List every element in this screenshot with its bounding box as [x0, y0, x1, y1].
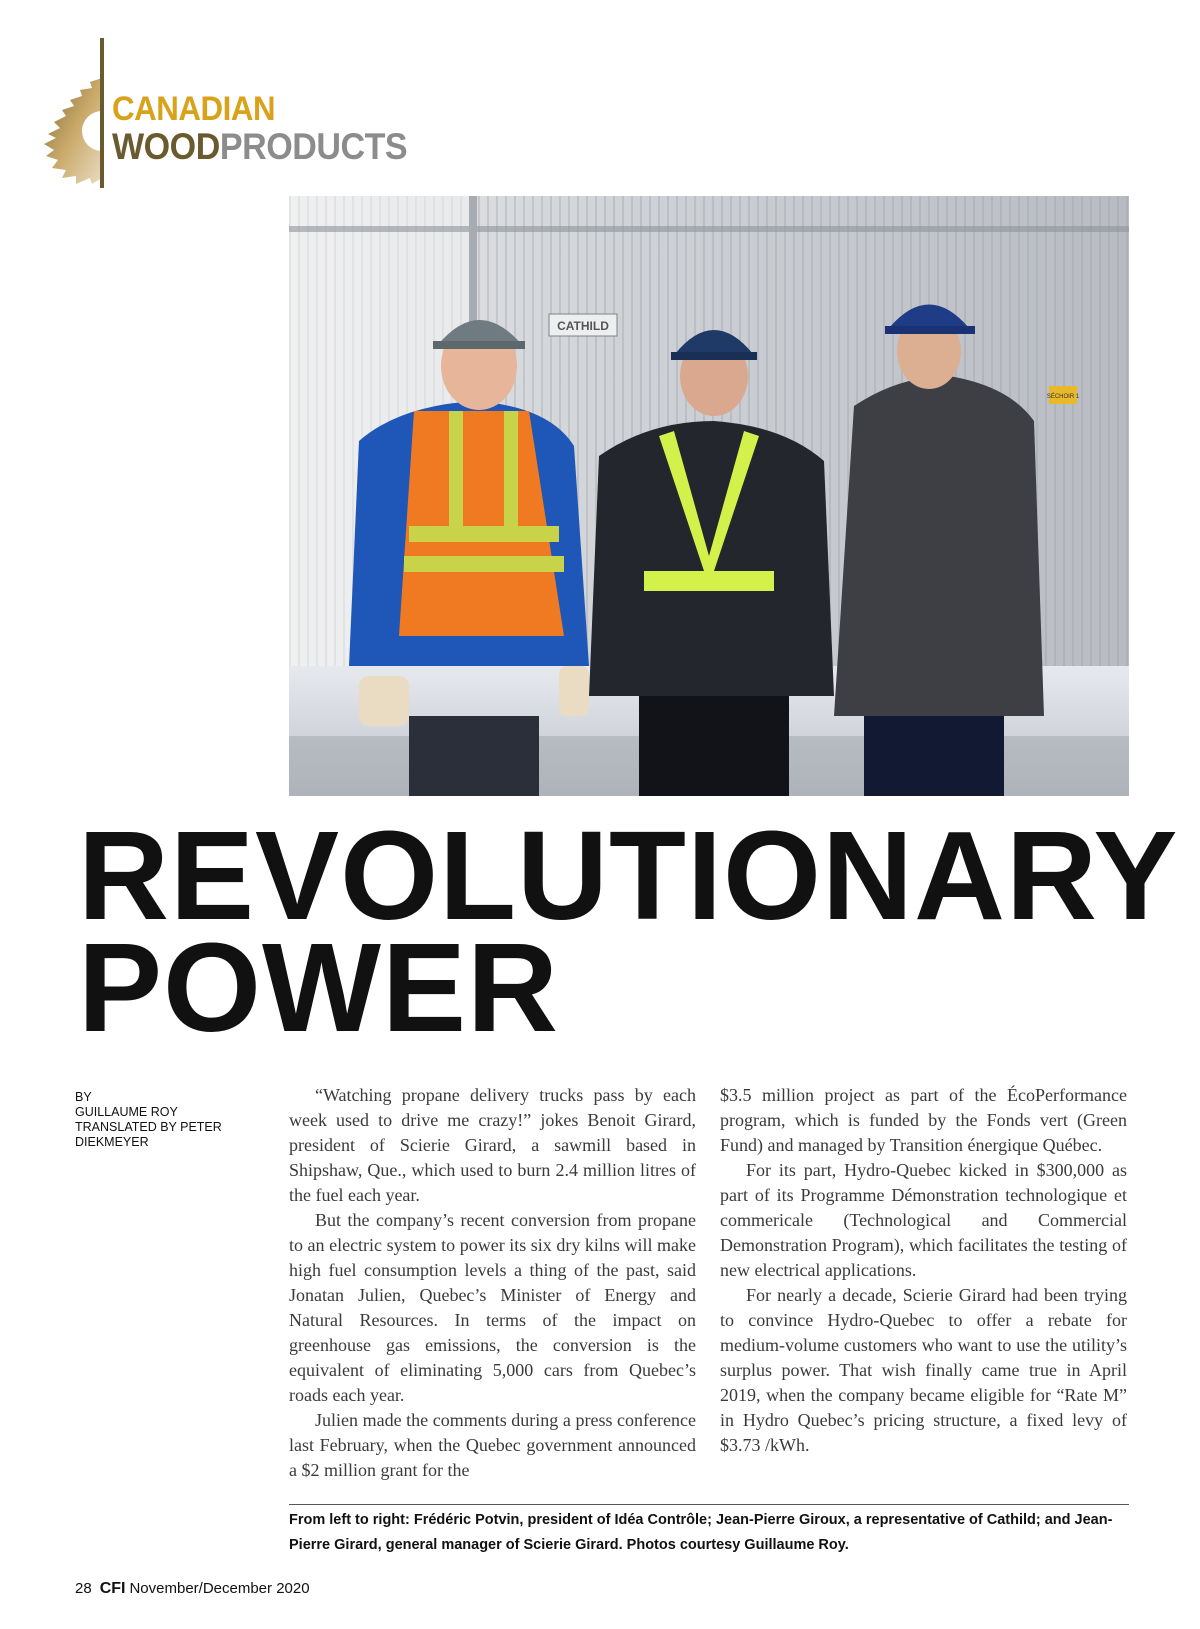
magazine-name: CFI [99, 1580, 126, 1597]
body-column-1 [289, 1083, 696, 1483]
body-column-2 [720, 1083, 1127, 1458]
caption-divider [289, 1504, 1129, 1505]
byline-by: BY [75, 1090, 92, 1104]
page-number: 28 [75, 1580, 92, 1597]
paragraph: For its part, Hydro-Quebec kicked in $300,000 as part of its Programme Démonstration technologique et commericale (Technological and Commercial Demonstration Program), which facilitates the testing of new electrical applications. [720, 1160, 1127, 1280]
byline [75, 1090, 255, 1150]
byline-author: GUILLAUME ROY [75, 1105, 178, 1119]
logo-word-woodproducts [112, 128, 407, 165]
paragraph: Julien made the comments during a press conference last February, when the Quebec government announced a $2 million grant for the [289, 1410, 696, 1480]
paragraph: But the company’s recent conversion from propane to an electric system to power its six dry kilns will make high fuel consumption levels a thing of the past, said Jonatan Julien, Quebec’s Minister of Energy and Natural Resources. In terms of the impact on greenhouse gas emissions, the conversion is the equivalent of eliminating 5,000 cars from Quebec’s roads each year. [289, 1210, 696, 1405]
headline-line-1: REVOLUTIONARY [78, 805, 1179, 946]
magazine-logo [40, 36, 408, 191]
paragraph: $3.5 million project as part of the ÉcoPerformance program, which is funded by the Fonds vert (Green Fund) and managed by Transition énergique Québec. [720, 1085, 1127, 1155]
article-headline [78, 805, 1179, 1058]
paragraph: For nearly a decade, Scierie Girard had been trying to convince Hydro-Quebec to offer a rebate for medium-volume customers who want to use the utility’s surplus power. That wish finally came true in April 2019, when the company became eligible for “Rate M” in Hydro Quebec’s pricing structure, a fixed levy of $3.73 /kWh. [720, 1285, 1127, 1455]
headline-line-2: POWER [78, 917, 560, 1058]
byline-translator: TRANSLATED BY PETER DIEKMEYER [75, 1120, 222, 1149]
paragraph: “Watching propane delivery trucks pass by each week used to drive me crazy!” jokes Benoit Girard, president of Scierie Girard, a sawmill based in Shipshaw, Que., which used to burn 2.4 million litres of the fuel each year. [289, 1085, 696, 1205]
saw-blade-icon [40, 76, 102, 186]
page-footer [75, 1580, 310, 1598]
photo-caption: From left to right: Frédéric Potvin, president of Idéa Contrôle; Jean-Pierre Giroux, a representative of Cathild; and Jean-Pierre Girard, general manager of Scierie Girard. Photos courtesy Guillaume Roy. [289, 1512, 1113, 1553]
article-photo [289, 196, 1129, 796]
logo-word-products: PRODUCTS [219, 126, 408, 167]
logo-divider [100, 38, 104, 188]
warning-sign: SÉCHOIR 1 [1046, 394, 1080, 400]
kiln-sign: CATHILD [557, 319, 609, 333]
logo-word-canadian: CANADIAN [112, 90, 276, 128]
issue-date: November/December 2020 [129, 1580, 310, 1597]
logo-word-wood: WOOD [112, 126, 220, 167]
